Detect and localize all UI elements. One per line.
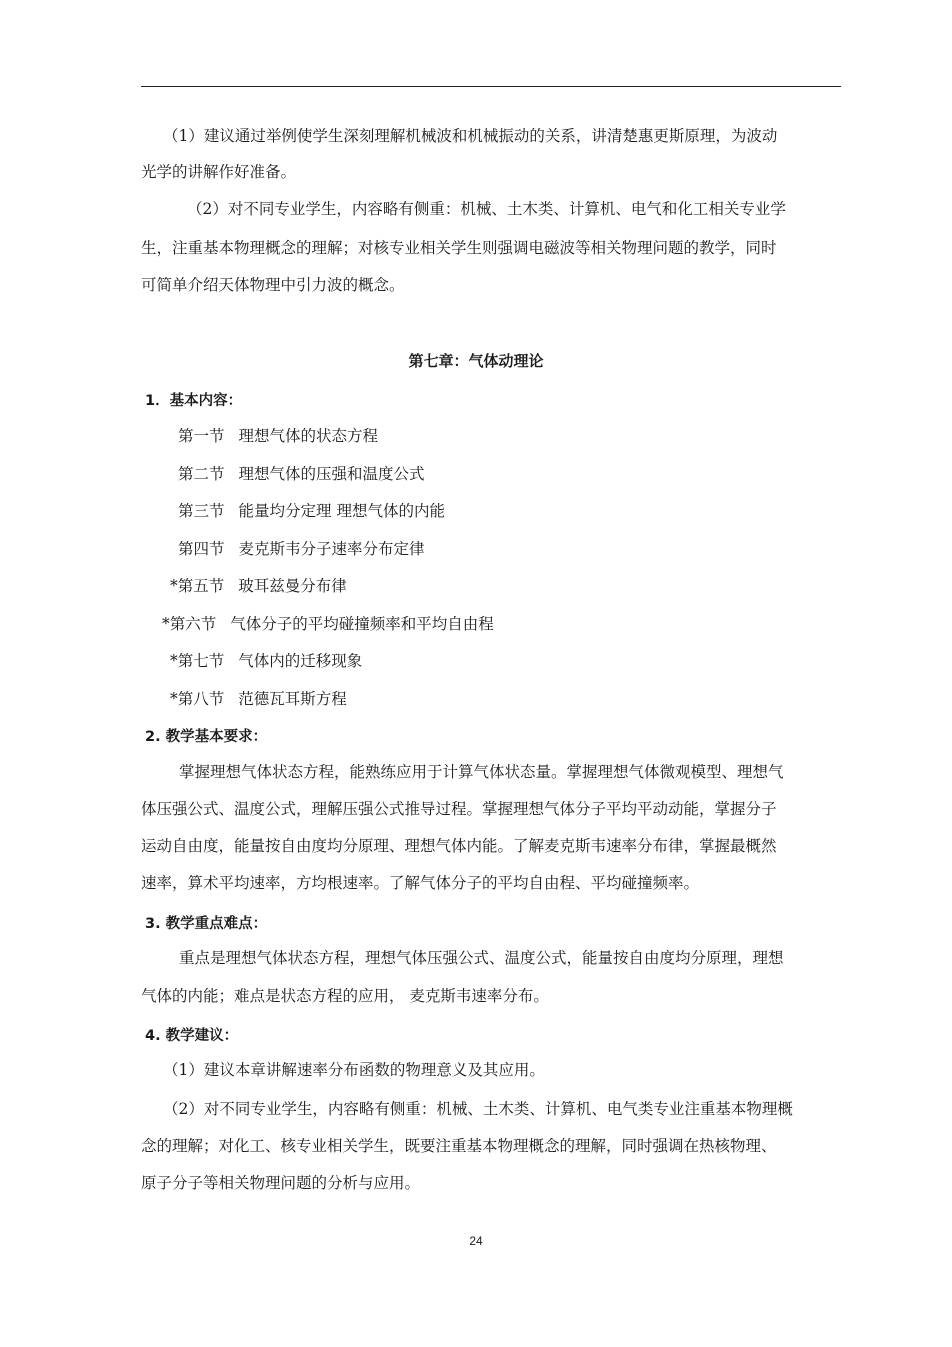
toc-item <box>162 612 494 634</box>
toc-section-name: 麦克斯韦分子速率分布定律 <box>238 540 425 558</box>
toc-item <box>170 687 347 709</box>
toc-section-name: 理想气体的状态方程 <box>238 427 379 445</box>
toc-section-number: 第四节 <box>178 540 225 558</box>
section4-p2-line2: 念的理解；对化工、核专业相关学生，既要注重基本物理概念的理解，同时强调在热核物理、 <box>141 1137 777 1155</box>
toc-section-number: *第八节 <box>170 690 225 708</box>
toc-item <box>178 537 425 559</box>
toc-item <box>170 649 362 671</box>
toc-section-name: 能量均分定理 理想气体的内能 <box>238 502 445 520</box>
toc-section-number: *第七节 <box>170 652 225 670</box>
section4-p1-line1: （1）建议本章讲解速率分布函数的物理意义及其应用。 <box>163 1061 545 1079</box>
intro-p1-line1: （1）建议通过举例使学生深刻理解机械波和机械振动的关系，讲清楚惠更斯原理，为波动 <box>163 127 778 145</box>
intro-p1-line2: 光学的讲解作好准备。 <box>141 163 297 181</box>
toc-section-number: 第二节 <box>178 465 225 483</box>
toc-section-name: 玻耳兹曼分布律 <box>238 577 347 595</box>
section3-heading: 3. 教学重点难点： <box>145 916 268 932</box>
toc-section-number: *第五节 <box>170 577 225 595</box>
toc-section-name: 范德瓦耳斯方程 <box>238 690 347 708</box>
toc-item <box>170 574 347 596</box>
chapter-title: 第七章：气体动理论 <box>408 352 544 370</box>
section2-line1: 掌握理想气体状态方程，能熟练应用于计算气体状态量。掌握理想气体微观模型、理想气 <box>179 763 784 781</box>
section2-line4: 速率，算术平均速率，方均根速率。了解气体分子的平均自由程、平均碰撞频率。 <box>141 874 700 892</box>
section2-heading: 2. 教学基本要求： <box>145 729 268 745</box>
toc-section-name: 气体分子的平均碰撞频率和平均自由程 <box>230 615 494 633</box>
section2-line3: 运动自由度，能量按自由度均分原理、理想气体内能。了解麦克斯韦速率分布律，掌握最概然 <box>141 837 777 855</box>
toc-item <box>178 499 445 521</box>
section1-heading: 1．基本内容： <box>145 393 243 409</box>
page-number: 24 <box>469 1234 483 1248</box>
header-rule <box>141 86 841 87</box>
section3-line2: 气体的内能；难点是状态方程的应用， 麦克斯韦速率分布。 <box>141 987 549 1005</box>
toc-item <box>178 462 425 484</box>
toc-section-name: 理想气体的压强和温度公式 <box>238 465 425 483</box>
section3-line1: 重点是理想气体状态方程，理想气体压强公式、温度公式，能量按自由度均分原理，理想 <box>179 949 784 967</box>
toc-section-name: 气体内的迁移现象 <box>238 652 363 670</box>
section4-p2-line3: 原子分子等相关物理问题的分析与应用。 <box>141 1174 421 1192</box>
intro-p2-line1: （2）对不同专业学生，内容略有侧重：机械、土木类、计算机、电气和化工相关专业学 <box>187 200 786 218</box>
toc-item <box>178 424 378 446</box>
section4-p2-line1: （2）对不同专业学生，内容略有侧重：机械、土木类、计算机、电气类专业注重基本物理概 <box>163 1100 793 1118</box>
toc-section-number: 第一节 <box>178 427 225 445</box>
toc-section-number: *第六节 <box>162 615 217 633</box>
toc-section-number: 第三节 <box>178 502 225 520</box>
intro-p2-line2: 生，注重基本物理概念的理解；对核专业相关学生则强调电磁波等相关物理问题的教学，同时 <box>141 239 777 257</box>
intro-p2-line3: 可简单介绍天体物理中引力波的概念。 <box>141 276 405 294</box>
section2-line2: 体压强公式、温度公式，理解压强公式推导过程。掌握理想气体分子平均平动动能，掌握分子 <box>141 800 777 818</box>
section4-heading: 4. 教学建议： <box>145 1028 239 1044</box>
